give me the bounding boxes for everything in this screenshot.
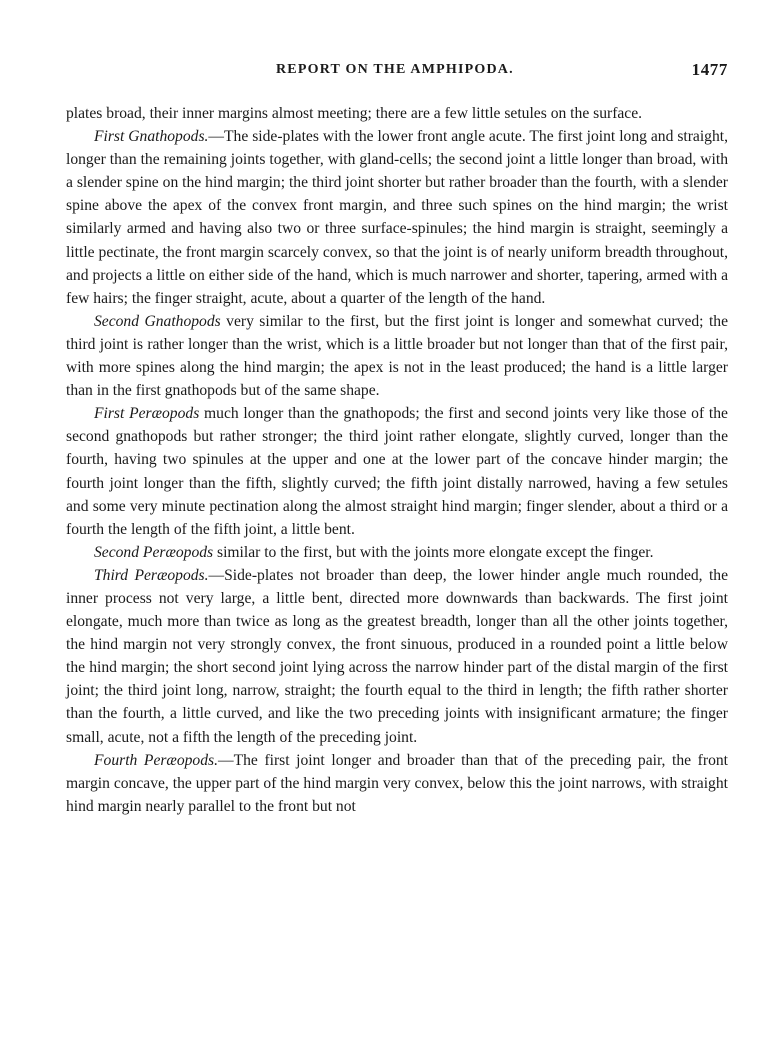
paragraph-heading: Second Gnathopods [94, 312, 221, 330]
paragraph-first-gnathopods [66, 125, 728, 310]
paragraph-first-peraeopods [66, 402, 728, 541]
paragraph-heading: Fourth Peræopods. [94, 751, 218, 769]
paragraph-text: —The side-plates with the lower front angle acute. The first joint long and straight, longer than the remaining joints together, with gland-cells; the second joint a little longer than broad, with a slender spine on the hind margin; the third joint shorter but rather broader than the fourth, with a slender spine above the apex of the convex front margin, and three such spines on the hind margin; the wrist similarly armed and having also two or three surface-spinules; the hind margin is straight, seemingly a little pectinate, the front margin scarcely convex, so that the joint is of nearly uniform breadth throughout, and projects a little on either side of the hand, which is much narrower and shorter, tapering, armed with a few hairs; the finger straight, acute, about a quarter of the length of the hand. [66, 128, 728, 307]
page-number: 1477 [691, 60, 728, 79]
paragraph-heading: First Peræopods [94, 405, 200, 423]
paragraph-text: similar to the first, but with the joints more elongate except the finger. [213, 543, 654, 561]
paragraph-fourth-peraeopods [66, 749, 728, 818]
paragraph-text: much longer than the gnathopods; the first and second joints very like those of the second gnathopods but rather stronger; the third joint rather elongate, slightly curved, longer than the fourth, having two spinules at the upper and one at the lower part of the concave hinder margin; the fourth joint longer than the fifth, slightly curved; the fifth joint distally narrowed, having a few setules and some very minute pectination along the almost straight hind margin; finger slender, about a third or a fourth the length of the fifth joint, a little bent. [66, 405, 728, 538]
running-header [66, 58, 728, 88]
page [66, 58, 728, 818]
paragraph-text: —Side-plates not broader than deep, the lower hinder angle much rounded, the inner process not very large, a little bent, directed more downwards than backwards. The first joint elongate, much more than twice as long as the greatest breadth, longer than all the other joints together, the hind margin not very strongly convex, the front sinuous, produced in a rounded point a little below the hind margin; the short second joint lying across the narrow hinder part of the distal margin of the first joint; the third joint long, narrow, straight; the fourth equal to the third in length; the fifth rather shorter than the fourth, a little curved, and like the two preceding joints with insignificant armature; the finger small, acute, not a fifth the length of the preceding joint. [66, 566, 728, 746]
paragraph-heading: Third Peræopods. [94, 566, 209, 584]
paragraph-text: plates broad, their inner margins almost meeting; there are a few little setules on the surface. [66, 105, 643, 122]
paragraph-third-peraeopods [66, 564, 728, 749]
paragraph-text: —The first joint longer and broader than that of the preceding pair, the front margin concave, the upper part of the hind margin very convex, below this the joint narrows, with straight hind margin nearly parallel to the front but not [66, 751, 728, 815]
paragraph-continuation [66, 102, 728, 125]
paragraph-heading: First Gnathopods. [94, 128, 209, 146]
paragraph-text: very similar to the first, but the first joint is longer and somewhat curved; the third joint is rather longer than the wrist, which is a little broader but not longer than that of the first pair, with more spines along the hind margin; the apex is not in the least produced; the hand is a little larger than in the first gnathopods but of the same shape. [66, 312, 729, 400]
body-text [66, 102, 728, 818]
paragraph-second-peraeopods [66, 541, 728, 564]
paragraph-second-gnathopods [66, 310, 728, 402]
paragraph-heading: Second Peræopods [94, 543, 214, 561]
running-title: REPORT ON THE AMPHIPODA. [276, 62, 514, 77]
